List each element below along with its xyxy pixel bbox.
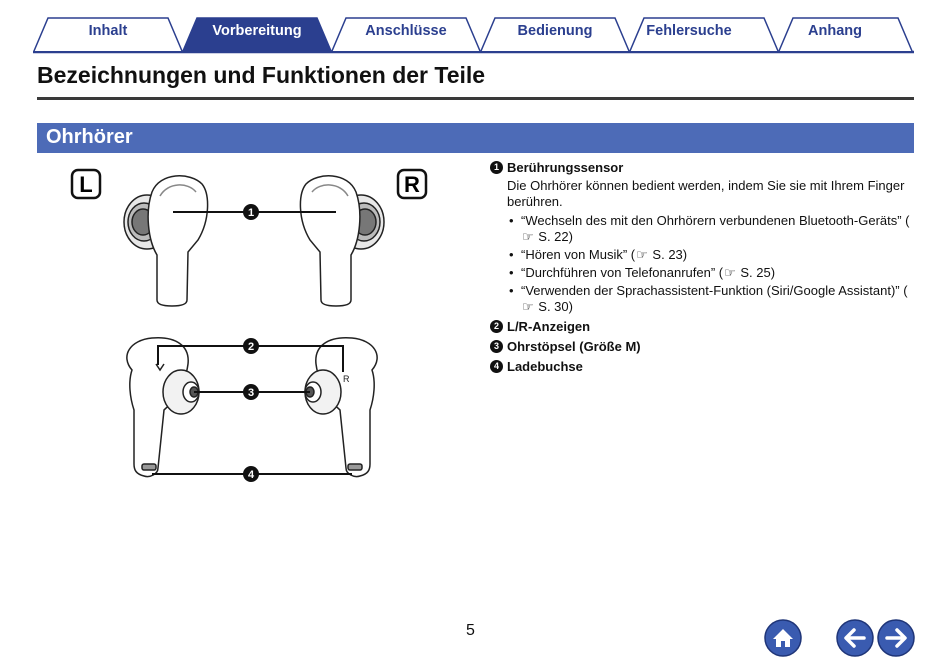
item-title-3: Ohrstöpsel (Größe M) [507,339,641,354]
left-earbud-inner [127,338,199,477]
section-title: Ohrhörer [46,126,133,148]
page-link-23[interactable]: S. 23 [652,247,683,262]
callout-1 [243,204,259,220]
list-item: • “Hören von Musik” (☞ S. 23) [507,247,910,263]
item-number-3: 3 [490,340,503,353]
tab-anschluesse[interactable]: Anschlüsse [365,23,447,39]
item-title-1: Berührungssensor [507,160,624,175]
item-ear-tips [490,339,910,355]
right-earbud-front [300,176,384,306]
callout-3-text: 3 [247,387,255,399]
item-touch-sensor [490,160,910,315]
left-earbud-front [124,176,208,306]
arrow-right-icon [877,619,915,657]
parts-description [490,160,910,379]
callout-1-text: 1 [247,207,255,219]
right-marker-text: R [404,172,420,197]
arrow-left-icon [836,619,874,657]
right-earbud-inner [305,338,377,477]
callout-2-text: 2 [247,341,255,353]
item-number-4: 4 [490,360,503,373]
list-item: • “Verwenden der Sprachassistent-Funktion (Siri/Google Assistant)” (☞ S. 30) [507,283,910,315]
back-button[interactable] [836,619,874,657]
tab-vorbereitung[interactable]: Vorbereitung [212,23,302,39]
forward-button[interactable] [877,619,915,657]
page-title: Bezeichnungen und Funktionen der Teile [37,62,486,88]
page-reference-icon: ☞ [522,229,534,244]
callout-4 [243,466,259,482]
item-title-4: Ladebuchse [507,359,583,374]
tab-bedienung[interactable]: Bedienung [517,23,593,39]
list-item: • “Wechseln des mit den Ohrhörern verbundenen Bluetooth-Geräts” (☞ S. 22) [507,213,910,245]
home-button[interactable] [764,619,802,657]
left-marker-text: L [79,172,93,197]
page-reference-icon: ☞ [724,265,736,280]
earbuds-illustration [60,160,440,505]
callout-2 [243,338,259,354]
page-link-30[interactable]: S. 30 [538,299,569,314]
item-lr-indicators [490,319,910,335]
left-marker [72,170,100,198]
callout-4-text: 4 [247,469,255,481]
item-charging-port [490,359,910,375]
tab-anhang[interactable]: Anhang [808,23,862,39]
earbuds-diagram [60,160,440,500]
tab-inhalt[interactable]: Inhalt [88,23,128,39]
list-item: • “Durchführen von Telefonanrufen” (☞ S. 25) [507,265,910,281]
section-header [37,123,914,153]
page-link-22[interactable]: S. 22 [538,229,569,244]
callout-3 [243,384,259,400]
right-marker [398,170,426,198]
svg-text:R: R [343,374,350,384]
title-divider [37,97,914,100]
page-link-25[interactable]: S. 25 [740,265,771,280]
page-reference-icon: ☞ [522,299,534,314]
home-icon [764,619,802,657]
item-title-2: L/R-Anzeigen [507,319,591,334]
item-description-1: Die Ohrhörer können bedient werden, indem Sie sie mit Ihrem Finger berühren. [507,178,905,209]
page-number: 5 [466,622,475,639]
tab-fehlersuche[interactable]: Fehlersuche [646,23,732,39]
page-reference-icon: ☞ [636,247,648,262]
item-number-1: 1 [490,161,503,174]
item-number-2: 2 [490,320,503,333]
chapter-tabs [0,0,950,56]
